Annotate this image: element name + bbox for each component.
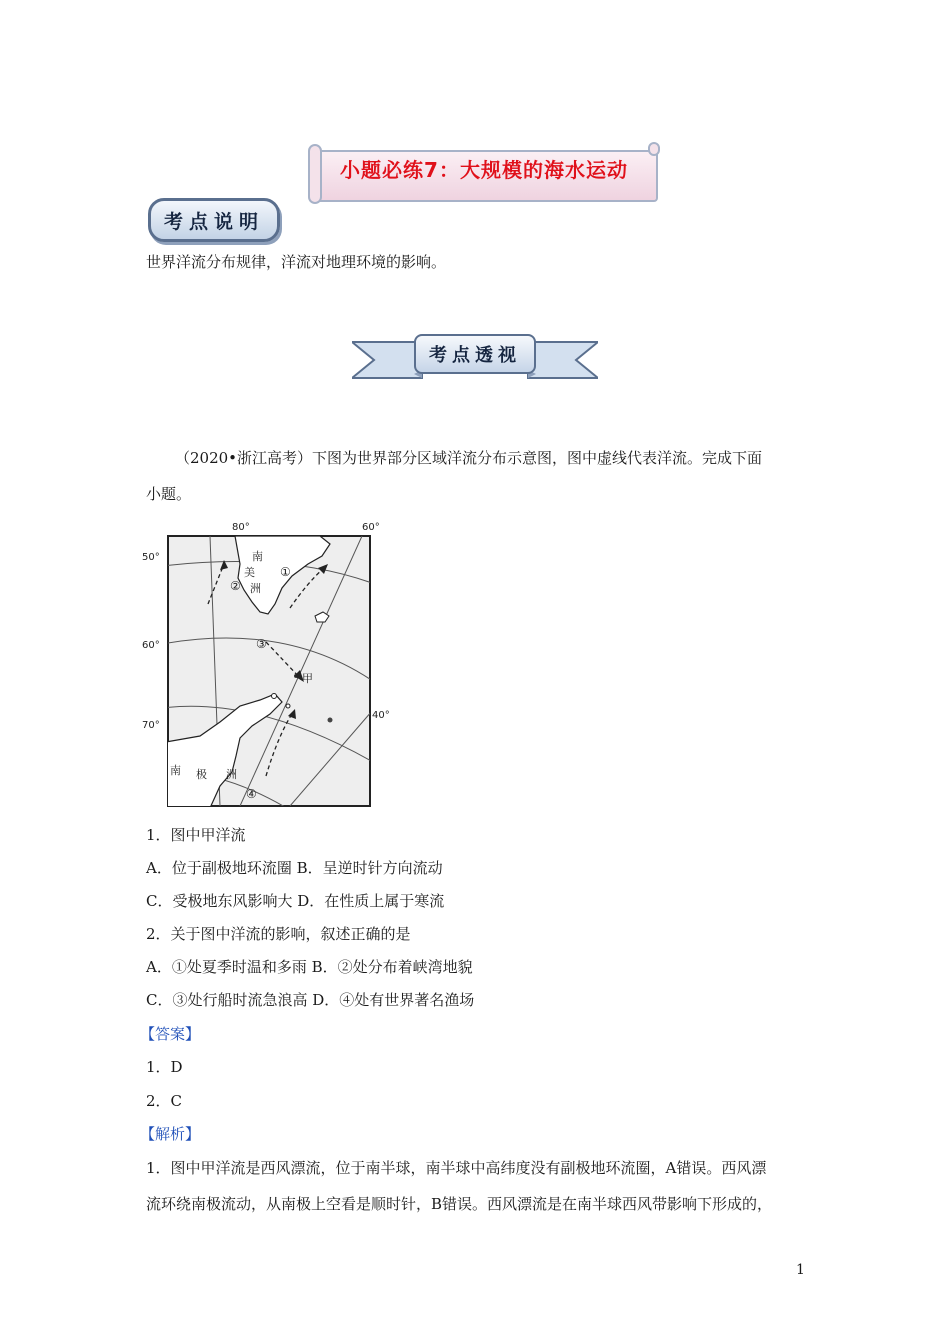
analysis-line-1: 1．图中甲洋流是西风漂流，位于南半球，南半球中高纬度没有副极地环流圈，A错误。西风漂: [146, 1159, 767, 1177]
island-1: [272, 694, 277, 699]
label-current-jia: 甲: [302, 672, 313, 685]
label-antarctica-2: 极: [196, 768, 207, 781]
answer-item-1: 1．D: [146, 1058, 183, 1076]
ribbon-insight: [352, 334, 598, 382]
label-antarctica-3: 洲: [226, 768, 237, 781]
label-south-america-1: 南: [252, 550, 263, 563]
lat-label-70: 70°: [142, 720, 160, 731]
title-banner: [308, 142, 660, 206]
intro-text: 世界洋流分布规律，洋流对地理环境的影响。: [146, 253, 447, 271]
lon-label-80: 80°: [232, 522, 250, 533]
lon-label-60: 60°: [362, 522, 380, 533]
ocean-current-map: [140, 516, 400, 812]
q2-options-cd: C．③处行船时流急浪高 D．④处有世界著名渔场: [146, 991, 475, 1009]
page-number: 1: [796, 1262, 805, 1278]
marker-1: ①: [280, 565, 291, 579]
island-3: [328, 718, 333, 723]
label-south-america-3: 洲: [250, 582, 261, 595]
answer-item-2: 2．C: [146, 1092, 183, 1110]
marker-4: ④: [246, 787, 257, 801]
marker-2: ②: [230, 579, 241, 593]
lon-label-40: 40°: [372, 710, 390, 721]
badge-explain: 考点说明: [148, 198, 280, 242]
analysis-line-2: 流环绕南极流动，从南极上空看是顺时针，B错误。西风漂流是在南半球西风带影响下形成的，: [146, 1195, 773, 1213]
question-stem-line2: 小题。: [146, 485, 192, 503]
map-svg: [140, 516, 400, 812]
label-south-america-2: 美: [244, 566, 255, 579]
q2-options-ab: A．①处夏季时温和多雨 B．②处分布着峡湾地貌: [146, 958, 473, 976]
lat-label-50: 50°: [142, 552, 160, 563]
marker-3: ③: [256, 637, 267, 651]
question-stem-line1: （2020•浙江高考）下图为世界部分区域洋流分布示意图，图中虚线代表洋流。完成下面: [175, 449, 763, 467]
q1-options-cd: C．受极地东风影响大 D．在性质上属于寒流: [146, 892, 445, 910]
label-antarctica-1: 南: [170, 764, 181, 777]
q1-options-ab: A．位于副极地环流圈 B．呈逆时针方向流动: [146, 859, 443, 877]
ribbon-label: 考点透视: [414, 334, 536, 374]
answer-label: 【答案】: [140, 1025, 201, 1043]
lat-label-60: 60°: [142, 640, 160, 651]
q1-stem: 1．图中甲洋流: [146, 826, 246, 844]
q2-stem: 2．关于图中洋流的影响，叙述正确的是: [146, 925, 411, 943]
analysis-label: 【解析】: [140, 1125, 201, 1143]
page-title: 小题必练7：大规模的海水运动: [340, 158, 628, 182]
island-2: [286, 704, 290, 708]
